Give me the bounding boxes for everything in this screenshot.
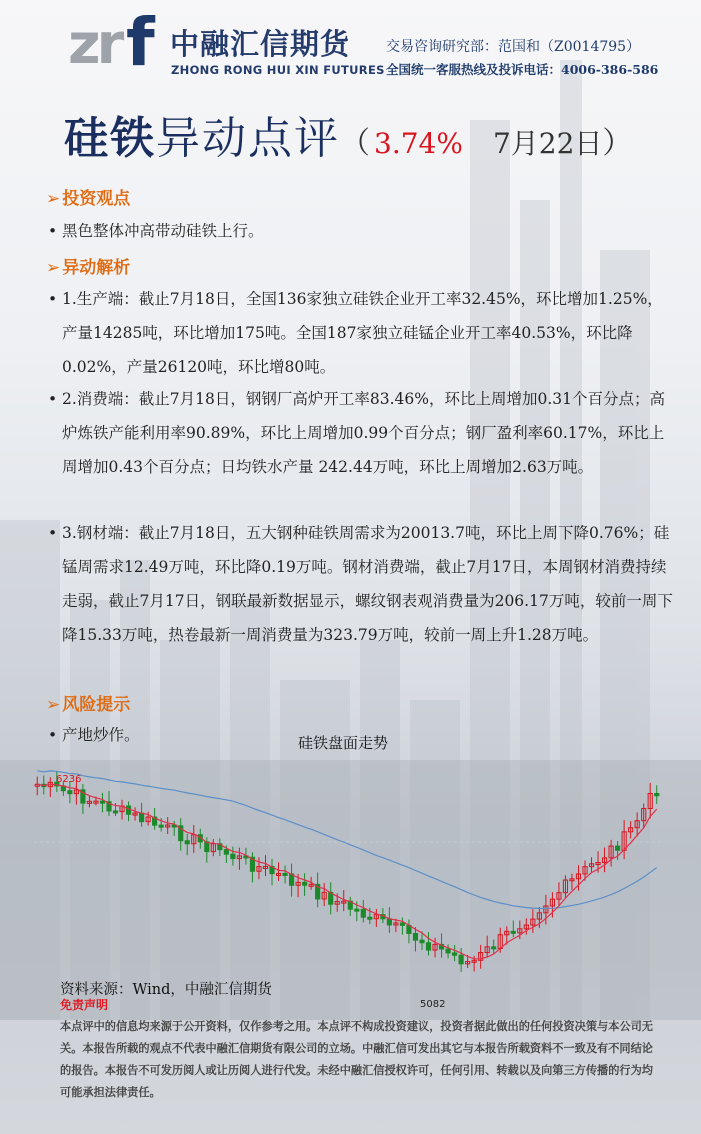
low-price-label: 5082 — [420, 999, 446, 1010]
arrow-right-icon: ➢ — [46, 189, 61, 209]
company-name-en: ZHONG RONG HUI XIN FUTURES — [171, 63, 385, 77]
list-item-text: 1.生产端：截止7月18日，全国136家独立硅铁企业开工率32.45%，环比增加1.25%，产量14285吨，环比增加175吨。全国187家独立硅锰企业开工率40.53%，环比降0.02%，产量26120吨，环比增80吨。 — [62, 290, 663, 376]
candle-body — [224, 850, 228, 855]
candle-body — [185, 841, 189, 844]
list-item — [48, 282, 674, 384]
section-heading-risk — [46, 690, 130, 715]
title-product: 硅铁 — [64, 113, 156, 164]
candle-body — [361, 909, 365, 917]
candle-body — [420, 940, 424, 943]
candle-body — [68, 791, 72, 794]
section-heading-view — [46, 184, 130, 209]
candle-body — [159, 825, 163, 827]
data-source: 资料来源：Wind，中融汇信期货 — [60, 982, 272, 998]
title-subject: 异动点评 — [156, 113, 340, 164]
candle-body — [616, 846, 620, 850]
title-paren-open: （ — [340, 126, 370, 161]
arrow-right-icon: ➢ — [46, 258, 61, 278]
high-price-label: 6236 — [56, 774, 82, 785]
arrow-right-icon: ➢ — [46, 695, 61, 715]
candle-body — [368, 917, 372, 919]
candle-body — [387, 919, 391, 925]
hotline-contact: 全国统一客服热线及投诉电话：4006-386-586 — [386, 62, 659, 77]
title-paren-close: ） — [602, 126, 633, 161]
candle-body — [113, 811, 117, 813]
bullet-dot-icon: • — [48, 390, 58, 408]
section-heading-analysis — [46, 253, 130, 278]
candle-body — [231, 854, 235, 858]
chart-title: 硅铁盘面走势 — [298, 734, 389, 752]
candle-body — [413, 933, 417, 940]
section-heading-analysis-label: 异动解析 — [62, 258, 131, 278]
disclaimer-title: 免责声明 — [60, 998, 109, 1012]
candle-body — [655, 794, 659, 796]
candle-body — [400, 923, 404, 925]
list-item-text: 3.钢材端：截止7月18日，五大钢种硅铁周需求为20013.7吨，环比上周下降0.76%；硅锰周需求12.49万吨，环比降0.19万吨。钢材消费端，截止7月17日，本周钢材消费持续走弱，截止7月17日，钢联最新数据显示，螺纹钢表观消费量为206.17万吨，较前一周下降15.33万吨，热卷最新一周消费量为323.79万吨，较前一周上升1.28万吨。 — [62, 524, 673, 644]
title-change-pct: 3.74% — [374, 127, 463, 160]
candle-body — [283, 873, 287, 875]
candle-body — [459, 955, 463, 964]
logo-zr-mark: zr — [68, 12, 121, 77]
company-name-cn: 中融汇信期货 — [170, 27, 351, 61]
candle-body — [140, 813, 144, 822]
bullet-dot-icon: • — [48, 290, 58, 308]
list-item-text: 产地炒作。 — [62, 726, 140, 744]
candle-body — [492, 947, 496, 949]
candle-body — [446, 949, 450, 953]
candle-body — [303, 882, 307, 885]
disclaimer-text: 本点评中的信息均来源于公开资料，仅作参考之用。本点评不构成投资建议，投资者据此做出的任何投资决策与本公司无关。本报告所载的观点不代表中融汇信期货有限公司的立场。中融汇信可发出其它与本报告所载资料不一致及有不同结论的报告。本报告不可发历阅人或让历阅人进行代发。未经中融汇信授权许可，任何引用、转载以及向第三方传播的行为均可能承担法律责任。 — [60, 1020, 653, 1099]
bullet-dot-icon: • — [48, 726, 58, 744]
candle-body — [453, 953, 457, 955]
price-chart — [34, 752, 660, 1012]
list-item-text: 黑色整体冲高带动硅铁上行。 — [62, 222, 264, 240]
list-item-text: 2.消费端：截止7月18日，钢钢厂高炉开工率83.46%，环比上周增加0.31个百分点；高炉炼铁产能利用率90.89%，环比上周增加0.99个百分点；钢厂盈利率60.17%，环比上周增加0.43个百分点；日均铁水产量 242.44万吨，环比上周增加2.63万吨。 — [62, 390, 665, 476]
title-date: 7月22日 — [492, 127, 603, 160]
bullet-dot-icon: • — [48, 524, 58, 542]
candle-body — [100, 801, 104, 803]
list-item — [48, 382, 674, 484]
section-heading-risk-label: 风险提示 — [62, 695, 131, 715]
list-item — [48, 214, 674, 248]
candle-body — [511, 931, 515, 933]
logo-f-mark: f — [126, 4, 155, 81]
section-heading-view-label: 投资观点 — [62, 189, 131, 209]
list-item — [48, 516, 674, 652]
candle-body — [355, 909, 359, 911]
report-title — [64, 112, 632, 175]
analyst-contact: 交易咨询研究部：范国和（Z0014795） — [386, 39, 641, 55]
candle-body — [126, 806, 130, 814]
bullet-dot-icon: • — [48, 222, 58, 240]
candle-body — [426, 943, 430, 950]
